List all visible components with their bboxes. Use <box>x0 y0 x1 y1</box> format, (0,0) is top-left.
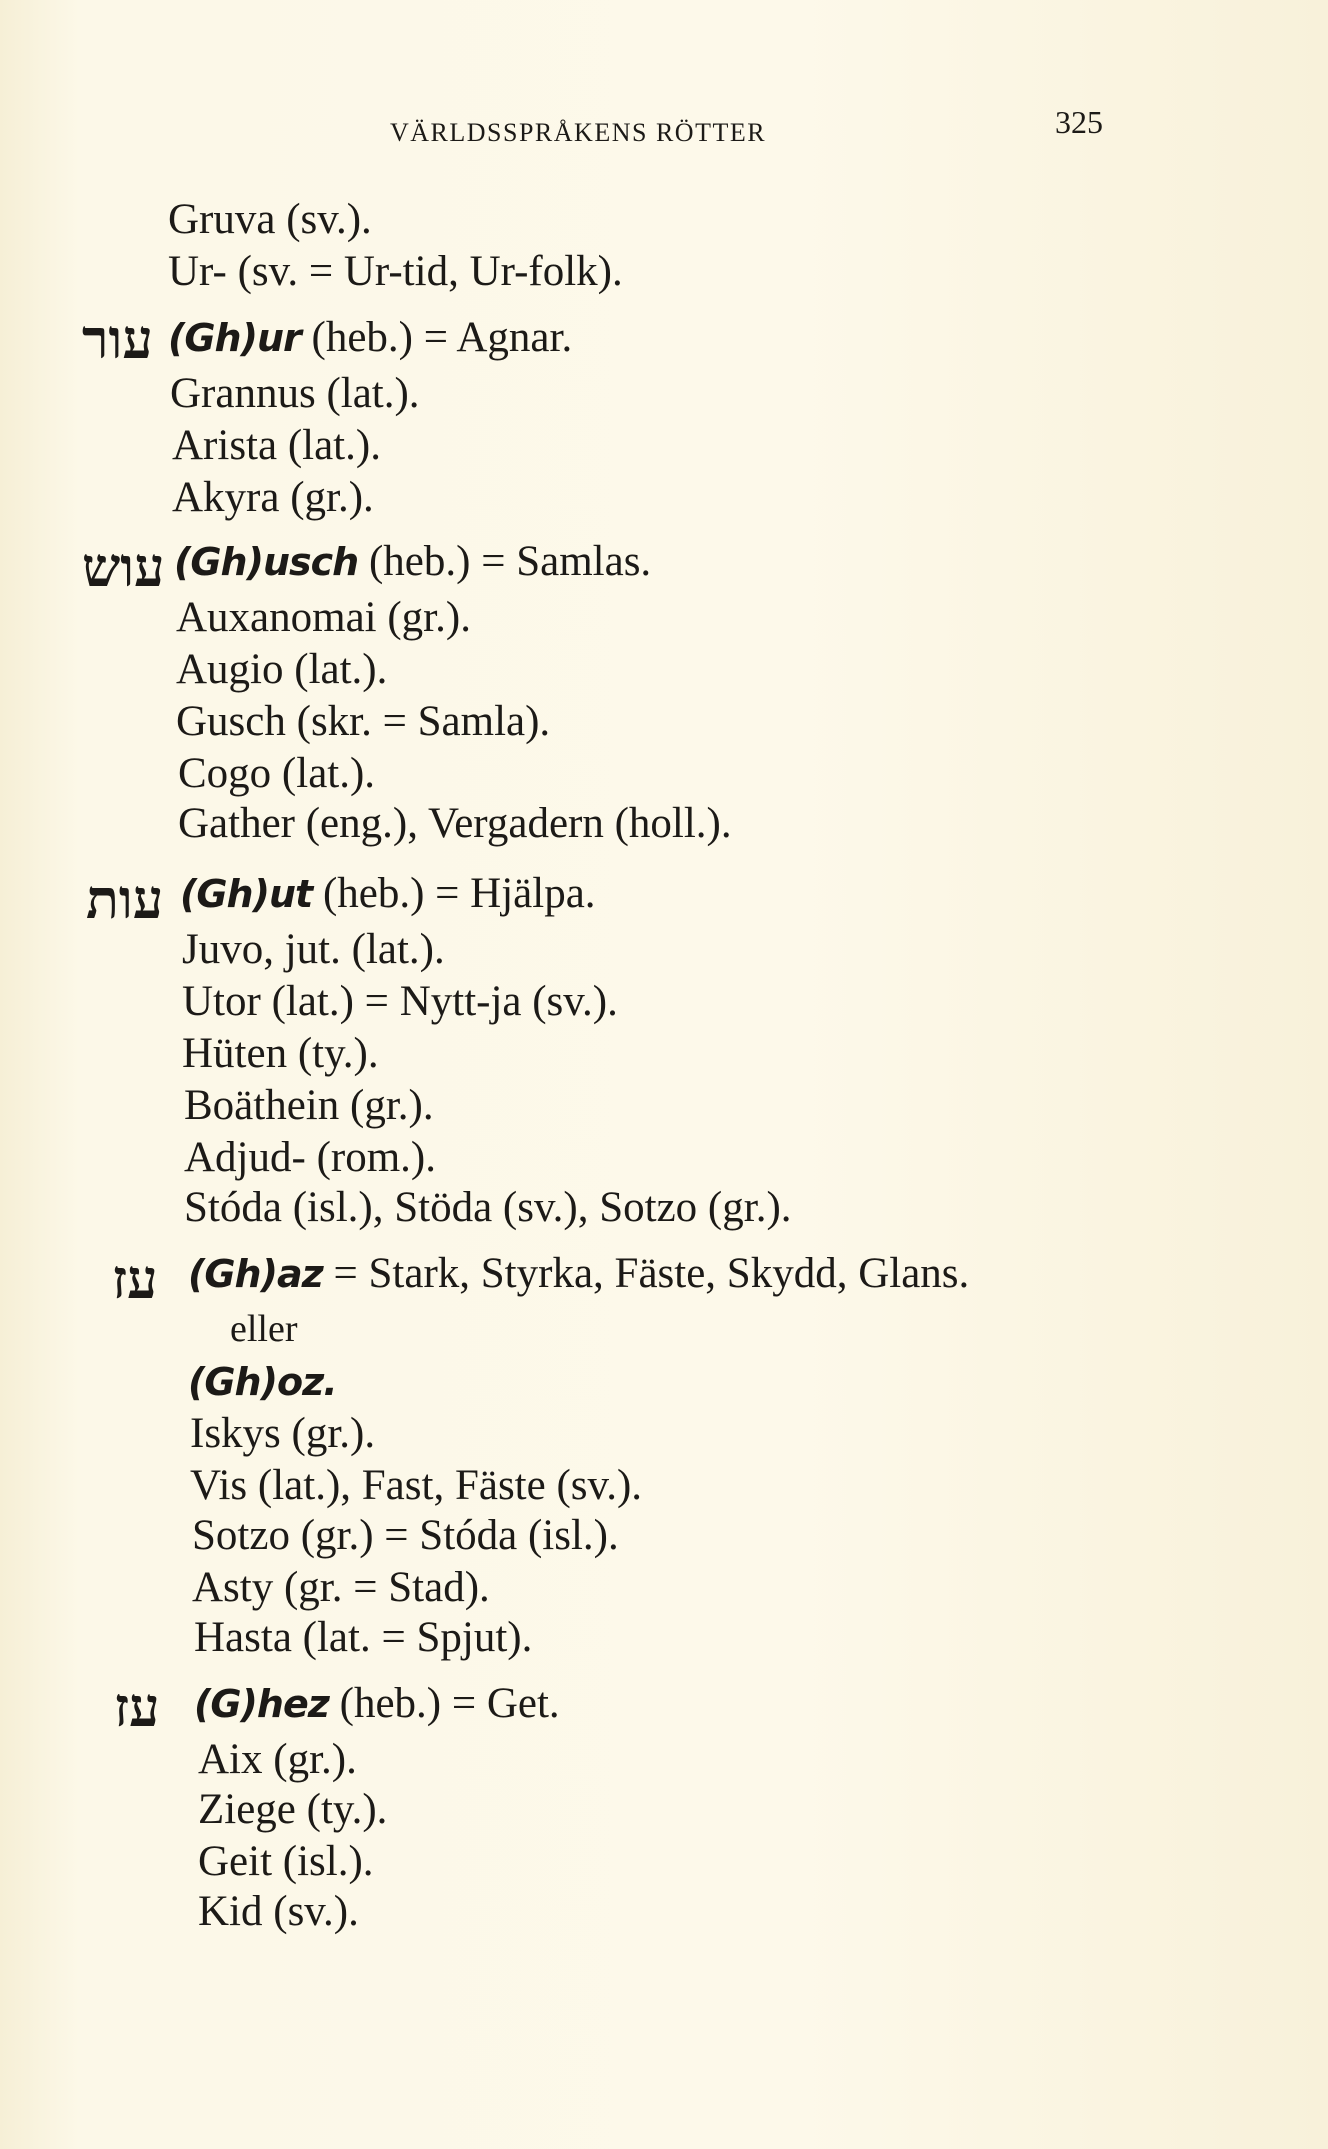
entry-line: Aix (gr.). <box>198 1736 357 1783</box>
headword-gloss: = Stark, Styrka, Fäste, Skydd, Glans. <box>322 1250 970 1297</box>
entry-line: Akyra (gr.). <box>172 474 374 521</box>
entry-line: Kid (sv.). <box>198 1888 359 1935</box>
headword: (G)hez <box>194 1682 329 1726</box>
running-title: VÄRLDSSPRÅKENS RÖTTER <box>390 118 767 147</box>
entry-line: Auxanomai (gr.). <box>176 594 471 641</box>
headword-line <box>188 1252 969 1295</box>
hebrew-root: עות <box>86 867 164 931</box>
headword-line <box>168 316 572 359</box>
headword-line <box>194 1682 560 1725</box>
entry-line: Juvo, jut. (lat.). <box>182 926 445 973</box>
entry-line: Utor (lat.) = Nytt-ja (sv.). <box>182 978 618 1025</box>
entry-line: Asty (gr. = Stad). <box>192 1564 490 1611</box>
headword: (Gh)oz. <box>188 1360 337 1404</box>
hebrew-root: עז <box>114 1675 160 1739</box>
entry-line: Adjud- (rom.). <box>184 1134 436 1181</box>
headword: (Gh)usch <box>174 540 359 584</box>
entry-line: Vis (lat.), Fast, Fäste (sv.). <box>190 1462 643 1509</box>
entry-line: Arista (lat.). <box>172 422 381 469</box>
entry-line: Ur- (sv. = Ur-tid, Ur-folk). <box>168 248 623 295</box>
entry-line: Grannus (lat.). <box>170 370 420 417</box>
entry-line: Gather (eng.), Vergadern (holl.). <box>178 800 732 847</box>
entry-line: Gruva (sv.). <box>168 196 372 243</box>
headword: (Gh)az <box>188 1252 323 1296</box>
entry-line: Boäthein (gr.). <box>184 1082 434 1129</box>
entry-line: Iskys (gr.). <box>190 1410 376 1457</box>
entry-line: Geit (isl.). <box>198 1838 374 1885</box>
entry-line: Hüten (ty.). <box>182 1030 379 1077</box>
hebrew-root: עוש <box>82 535 165 599</box>
hebrew-root: עור <box>82 307 153 371</box>
headword-gloss: (heb.) = Agnar. <box>300 314 573 361</box>
headword-line <box>174 540 651 583</box>
headword: (Gh)ur <box>168 316 301 360</box>
hebrew-root: עז <box>112 1247 158 1311</box>
headword-gloss: (heb.) = Hjälpa. <box>312 870 596 917</box>
headword-line <box>180 872 596 915</box>
entry-line: Ziege (ty.). <box>198 1786 388 1833</box>
entry-line: eller <box>230 1308 298 1350</box>
headword-gloss: (heb.) = Get. <box>328 1680 560 1727</box>
entry-line: Augio (lat.). <box>176 646 388 693</box>
headword-line <box>188 1360 337 1403</box>
entry-line: Stóda (isl.), Stöda (sv.), Sotzo (gr.). <box>184 1184 792 1231</box>
entry-line: Sotzo (gr.) = Stóda (isl.). <box>192 1512 619 1559</box>
page-number: 325 <box>1055 104 1103 140</box>
headword-gloss: (heb.) = Samlas. <box>358 538 652 585</box>
headword: (Gh)ut <box>180 872 313 916</box>
entry-line: Gusch (skr. = Samla). <box>176 698 551 745</box>
entry-line: Cogo (lat.). <box>178 750 376 797</box>
entry-line: Hasta (lat. = Spjut). <box>194 1614 533 1661</box>
